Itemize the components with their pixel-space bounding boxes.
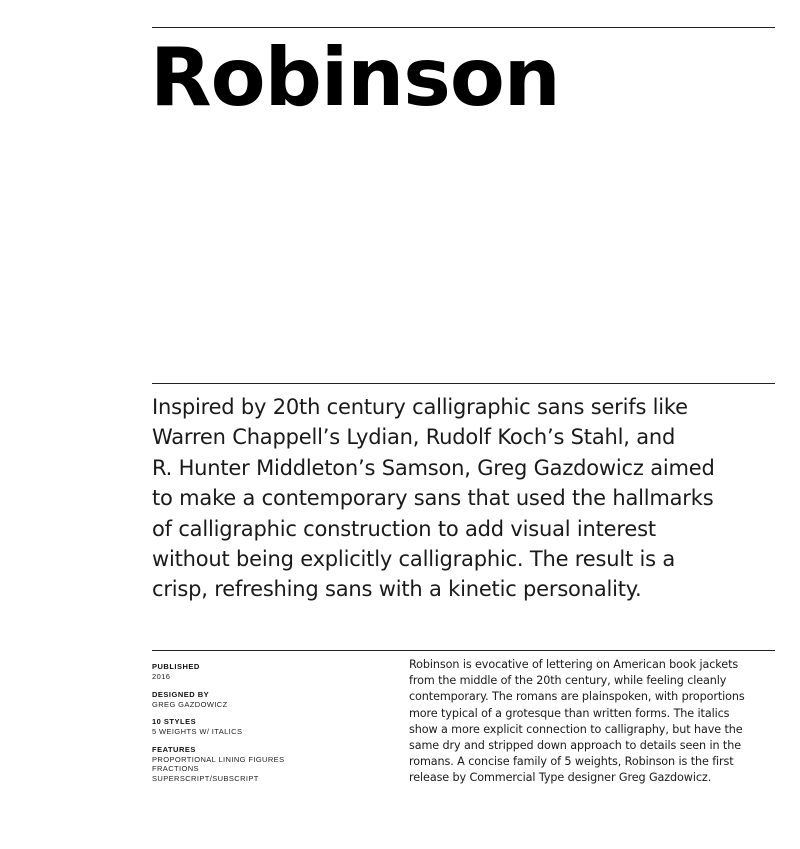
font-metadata — [152, 662, 382, 791]
intro-divider — [152, 383, 775, 384]
intro-line: crisp, refreshing sans with a kinetic personality. — [152, 577, 642, 602]
styles-label: 10 STYLES — [152, 717, 197, 726]
intro-line: Inspired by 20th century calligraphic sans serifs like — [152, 395, 688, 419]
intro-paragraph — [152, 392, 775, 605]
intro-line: of calligraphic construction to add visual interest — [152, 516, 656, 541]
page-title: Robinson — [150, 31, 560, 124]
published-value: 2016 — [152, 672, 171, 681]
features-group — [152, 745, 382, 784]
description-line: romans. A concise family of 5 weights, Robinson is the first — [409, 755, 734, 769]
description-line: contemporary. The romans are plainspoken, with proportions — [409, 690, 745, 704]
intro-line: to make a contemporary sans that used the hallmarks — [152, 486, 714, 511]
description-line: show a more explicit connection to calligraphy, but have the — [409, 722, 743, 736]
description-paragraph — [409, 657, 775, 787]
designer-group — [152, 690, 382, 710]
designer-label: DESIGNED BY — [152, 689, 210, 699]
intro-line: Warren Chappell’s Lydian, Rudolf Koch’s Stahl, and — [152, 425, 676, 450]
styles-group — [152, 717, 382, 737]
styles-value: 5 WEIGHTS W/ ITALICS — [152, 727, 243, 736]
details-divider — [152, 650, 775, 651]
description-line: from the middle of the 20th century, while feeling cleanly — [409, 674, 727, 688]
top-divider — [152, 27, 775, 28]
features-label: FEATURES — [152, 744, 196, 754]
intro-line: R. Hunter Middleton’s Samson, Greg Gazdowicz aimed — [152, 455, 715, 480]
intro-line: without being explicitly calligraphic. The result is a — [152, 547, 676, 572]
published-label: PUBLISHED — [152, 662, 200, 671]
feature-item: PROPORTIONAL LINING FIGURES — [152, 754, 285, 764]
published-group — [152, 662, 382, 682]
description-line: more typical of a grotesque than written forms. The italics — [409, 706, 730, 720]
designer-value: GREG GAZDOWICZ — [152, 699, 228, 709]
description-line: Robinson is evocative of lettering on American book jackets — [409, 658, 739, 671]
description-line: same dry and stripped down approach to details seen in the — [409, 739, 741, 753]
description-line: release by Commercial Type designer Greg Gazdowicz. — [409, 771, 712, 785]
feature-item: FRACTIONS — [152, 764, 199, 773]
feature-item: SUPERSCRIPT/SUBSCRIPT — [152, 773, 259, 783]
